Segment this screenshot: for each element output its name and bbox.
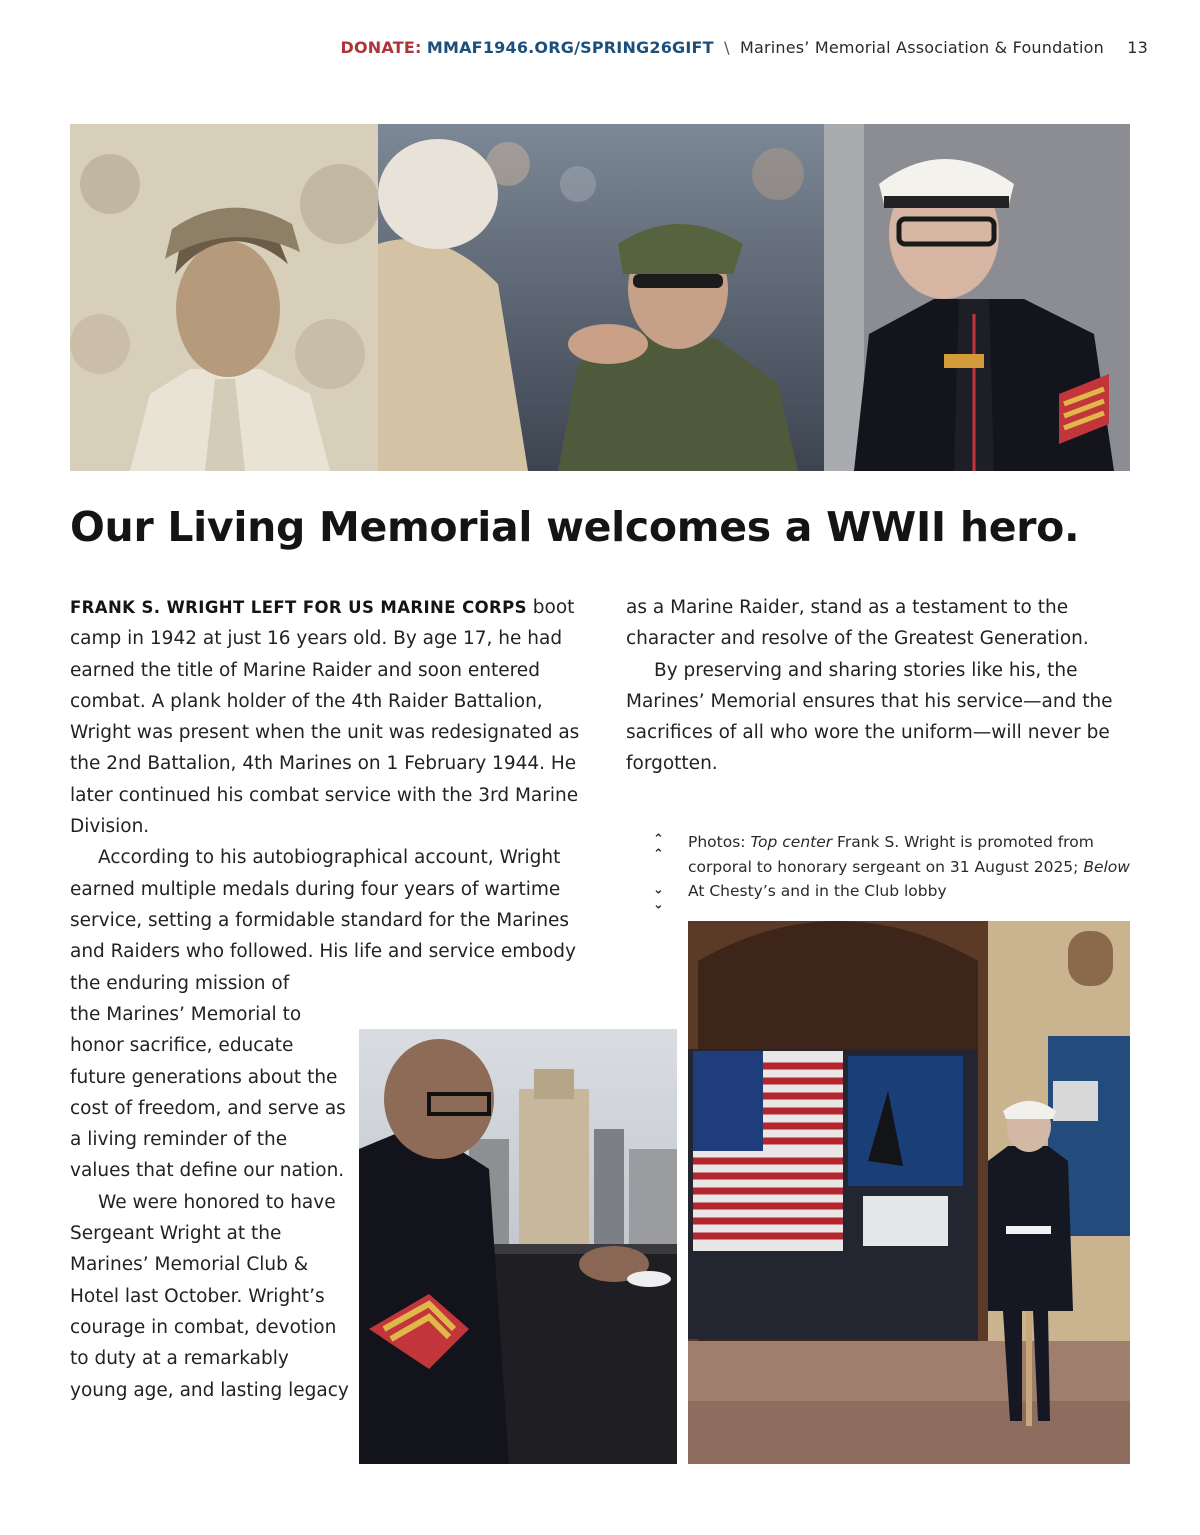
- caption-below-label: Below: [1083, 857, 1130, 876]
- photo-club-lobby: [688, 921, 1130, 1464]
- photo-young-wright: [70, 124, 378, 471]
- caption-top-center-text: Frank S. Wright is promoted from corporal to honorary sergeant on 31 August 2025;: [688, 833, 1094, 876]
- photo-dress-blues-portrait: [824, 124, 1130, 471]
- article-headline: Our Living Memorial welcomes a WWII hero.: [70, 503, 1080, 551]
- article-column-left: [70, 592, 590, 999]
- article-paragraph-3: We were honored to have Sergeant Wright at the Marines’ Memorial Club & Hotel last October. Wright’s courage in combat, devotion to duty at a remarkably young age, and lasting legacy: [70, 1191, 349, 1401]
- double-chevron-down-icon: ⌃ ⌃: [653, 880, 664, 910]
- photo-caption: [688, 830, 1133, 904]
- caption-prefix: Photos:: [688, 833, 751, 851]
- donate-link[interactable]: MMAF1946.ORG/SPRING26GIFT: [426, 38, 714, 57]
- article-paragraph-2-cont: the Marines’ Memorial to honor sacrifice, educate future generations about the cost of freedom, and serve as a living reminder of the values that define our nation.: [70, 1004, 346, 1182]
- photo-chestys-window: [359, 1029, 677, 1464]
- donate-label: DONATE:: [340, 38, 422, 57]
- article-paragraph-2: According to his autobiographical account, Wright earned multiple medals during four years of wartime service, setting a formidable standard for the Marines and Raiders who followed. His life and service embody the enduring mission of: [70, 847, 576, 994]
- header-separator: \: [724, 38, 730, 57]
- page-number: 13: [1127, 38, 1148, 57]
- article-lead-caps: FRANK S. WRIGHT LEFT FOR US MARINE CORPS: [70, 598, 527, 617]
- org-name: Marines’ Memorial Association & Foundation: [739, 38, 1104, 57]
- page-header: [248, 38, 1148, 57]
- caption-top-center-label: Top center: [750, 833, 833, 851]
- photo-promotion-ceremony: [378, 124, 824, 471]
- article-paragraph-4: By preserving and sharing stories like his, the Marines’ Memorial ensures that his service—and the sacrifices of all who wore the uniform—will never be forgotten.: [626, 659, 1113, 775]
- article-paragraph-1: [70, 592, 590, 842]
- caption-below-text: At Chesty’s and in the Club lobby: [688, 882, 947, 900]
- article-column-left-narrow: [70, 999, 350, 1406]
- article-column-right: [626, 592, 1146, 780]
- article-paragraph-1-text: boot camp in 1942 at just 16 years old. By age 17, he had earned the title of Marine Raider and soon entered combat. A plank holder of the 4th Raider Battalion, Wright was present when the unit was redesignated as the 2nd Battalion, 4th Marines on 1 February 1944. He later continued his combat service with the 3rd Marine Division.: [70, 597, 580, 838]
- double-chevron-up-icon: ⌃ ⌃: [653, 832, 664, 862]
- article-paragraph-3-cont: as a Marine Raider, stand as a testament to the character and resolve of the Greatest Generation.: [626, 597, 1089, 650]
